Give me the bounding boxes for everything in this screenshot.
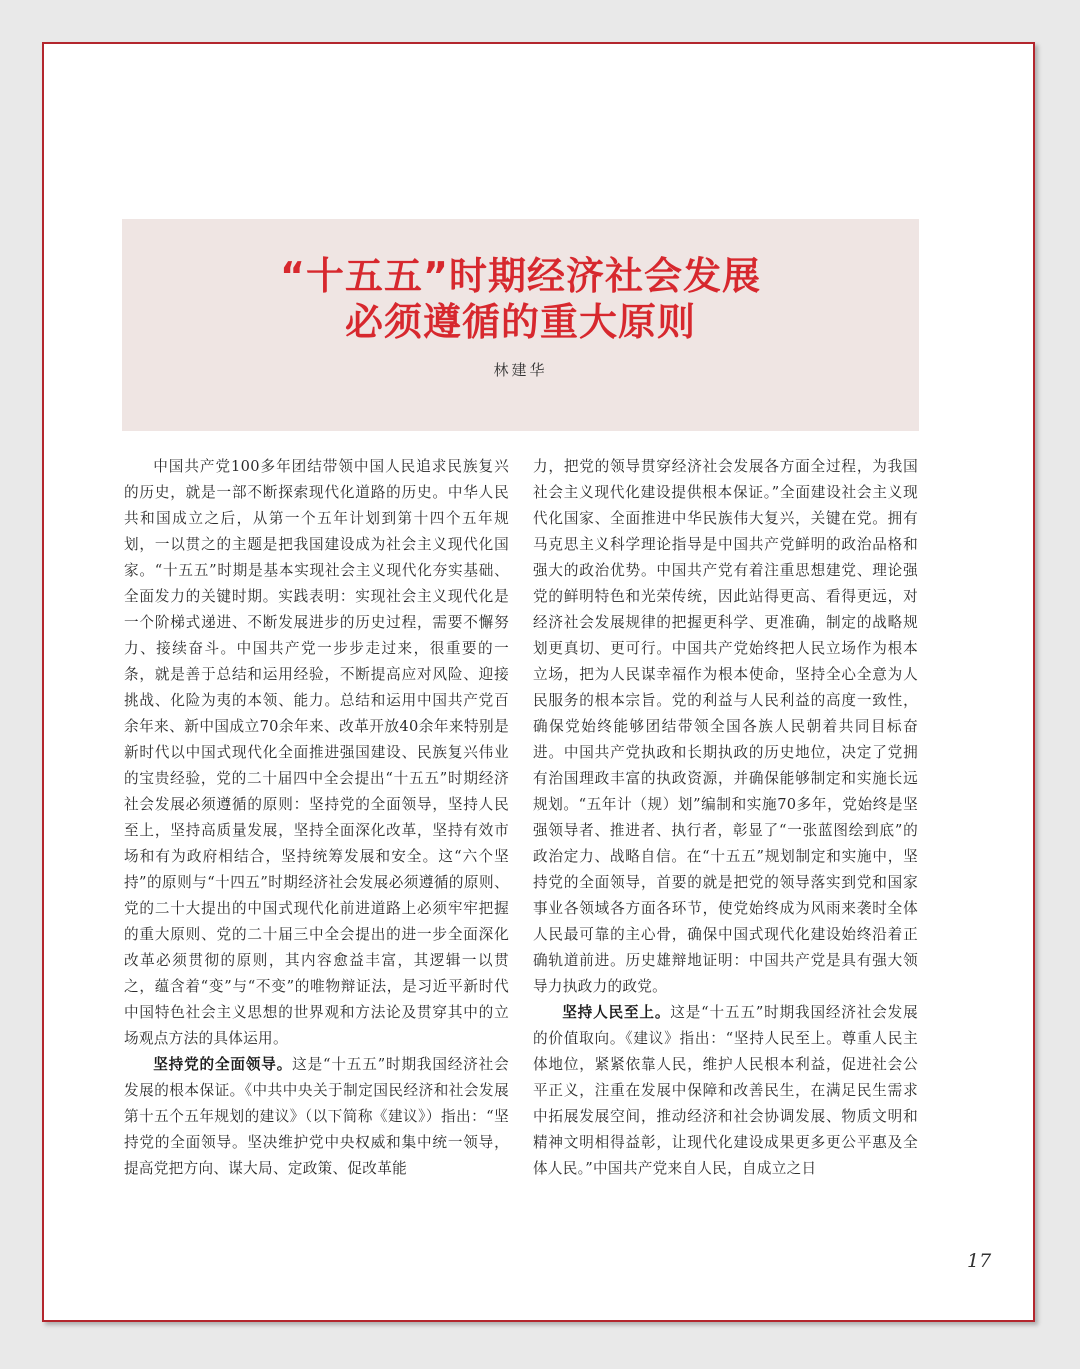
section-heading: 坚持党的全面领导。: [153, 1056, 293, 1073]
paragraph-text: 这是“十五五”时期我国经济社会发展的价值取向。《建议》指出：“坚持人民至上。尊重人民主体地位，紧紧依靠人民，维护人民根本利益，促进社会公平正义，注重在发展中保障和改善民生，在满足民生需求中拓展发展空间，推动经济和社会协调发展、物质文明和精神文明相得益彰，让现代化建设成果更多更公平惠及全体人民。”中国共产党来自人民，自成立之日: [533, 1004, 918, 1177]
section-heading: 坚持人民至上。: [562, 1004, 671, 1021]
article-title: [122, 253, 919, 345]
article-header: [122, 219, 919, 431]
paragraph: [124, 1052, 509, 1182]
paragraph-text: 这是“十五五”时期我国经济社会发展的根本保证。《中共中央关于制定国民经济和社会发展第十五个五年规划的建议》（以下简称《建议》）指出：“坚持党的全面领导。坚决维护党中央权威和集中统一领导，提高党把方向、谋大局、定政策、促改革能: [124, 1056, 509, 1177]
left-column: [124, 454, 509, 1182]
title-line-2: 必须遵循的重大原则: [344, 300, 696, 344]
title-line-1: “十五五”时期经济社会发展: [280, 254, 761, 298]
paragraph: 中国共产党100多年团结带领中国人民追求民族复兴的历史，就是一部不断探索现代化道路的历史。中华人民共和国成立之后，从第一个五年计划到第十四个五年规划，一以贯之的主题是把我国建设成为社会主义现代化国家。“十五五”时期是基本实现社会主义现代化夯实基础、全面发力的关键时期。实践表明：实现社会主义现代化是一个阶梯式递进、不断发展进步的历史过程，需要不懈努力、接续奋斗。中国共产党一步步走过来，很重要的一条，就是善于总结和运用经验，不断提高应对风险、迎接挑战、化险为夷的本领、能力。总结和运用中国共产党百余年来、新中国成立70余年来、改革开放40余年来特别是新时代以中国式现代化全面推进强国建设、民族复兴伟业的宝贵经验，党的二十届四中全会提出“十五五”时期经济社会发展必须遵循的原则：坚持党的全面领导，坚持人民至上，坚持高质量发展，坚持全面深化改革，坚持有效市场和有为政府相结合，坚持统筹发展和安全。这“六个坚持”的原则与“十四五”时期经济社会发展必须遵循的原则、党的二十大提出的中国式现代化前进道路上必须牢牢把握的重大原则、党的二十届三中全会提出的进一步全面深化改革必须贯彻的原则，其内容愈益丰富，其逻辑一以贯之，蕴含着“变”与“不变”的唯物辩证法，是习近平新时代中国特色社会主义思想的世界观和方法论及贯穿其中的立场观点方法的具体运用。: [124, 458, 509, 1047]
paragraph: [533, 1000, 918, 1182]
right-column: [533, 454, 918, 1182]
paragraph: 力，把党的领导贯穿经济社会发展各方面全过程，为我国社会主义现代化建设提供根本保证。”全面建设社会主义现代化国家、全面推进中华民族伟大复兴，关键在党。拥有马克思主义科学理论指导是中国共产党鲜明的政治品格和强大的政治优势。中国共产党有着注重思想建党、理论强党的鲜明特色和光荣传统，因此站得更高、看得更远，对经济社会发展规律的把握更科学、更准确，制定的战略规划更真切、更可行。中国共产党始终把人民立场作为根本立场，把为人民谋幸福作为根本使命，坚持全心全意为人民服务的根本宗旨。党的利益与人民利益的高度一致性，确保党始终能够团结带领全国各族人民朝着共同目标奋进。中国共产党执政和长期执政的历史地位，决定了党拥有治国理政丰富的执政资源，并确保能够制定和实施长远规划。“五年计（规）划”编制和实施70多年，党始终是坚强领导者、推进者、执行者，彰显了“一张蓝图绘到底”的政治定力、战略自信。在“十五五”规划制定和实施中，坚持党的全面领导，首要的就是把党的领导落实到党和国家事业各领域各方面各环节，使党始终成为风雨来袭时全体人民最可靠的主心骨，确保中国式现代化建设始终沿着正确轨道前进。历史雄辩地证明：中国共产党是具有强大领导力执政力的政党。: [533, 458, 918, 995]
page-number: 17: [967, 1250, 992, 1272]
author-name: 林建华: [493, 361, 548, 379]
magazine-page: [42, 42, 1035, 1322]
